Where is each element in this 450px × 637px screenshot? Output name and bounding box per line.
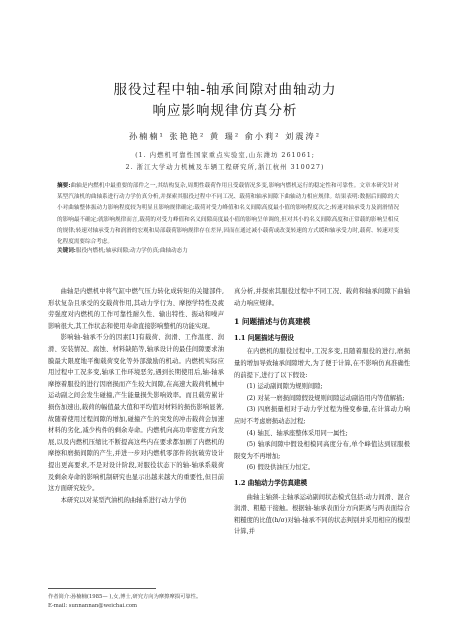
footnote-rule: [48, 588, 156, 589]
body-paragraph: 曲轴是内燃机中将气缸中燃气压力转化成转矩的关键部件,形状复杂且承受的交载荷作用,其动力学行为、摩擦学特性及疲劳强度对内燃机的工作可靠性耐久性、输出特性、振动和噪声影响很大,其工作状态和使用寿命直接影响整机的功能实现。: [48, 288, 224, 330]
abstract-label: 摘要:: [57, 183, 71, 189]
right-column: [234, 286, 410, 538]
section-heading-1: 1 问题描述与仿真建模: [234, 317, 311, 327]
body-paragraph: 本研究以对某型汽油机的曲轴系进行动力学仿: [60, 496, 187, 504]
affiliation-2: 2. 浙江大学动力机械及车辆工程研究所,浙江杭州 310027): [125, 163, 325, 171]
keywords: [57, 246, 399, 257]
assumption-item: (3) 四磨损量相对于动力学过程为慢变参量,在计算动力响应时不考虑磨损动态过程;: [234, 406, 410, 425]
author-list: 孙楠楠¹ 张艳艳² 黄 瑞² 俞小莉² 刘震涛²: [128, 131, 322, 141]
assumption-item: (6) 假设供油压力恒定。: [246, 464, 315, 472]
footnote-author-bio: 作者简介:孙楠楠(1985— ),女,博士,研究方向为摩擦摩损可靠性。: [48, 594, 202, 600]
left-column: [48, 286, 224, 506]
abstract: [57, 181, 399, 248]
subsection-heading-1-1: 1.1 问题描述与假设: [234, 333, 294, 342]
paper-title-line-2: 响应影响规律仿真分析: [152, 103, 298, 119]
assumption-item: (4) 轴瓦、轴承座整体采用同一属性;: [246, 429, 348, 437]
assumption-item: (2) 对某一磨损间隙假设规则间隙运动副沿用内等值解描;: [246, 394, 405, 402]
footnote-email: E-mail: sunnannan@weichai.com: [48, 603, 138, 609]
abstract-text: 曲轴是内燃机中最重要的部件之一,其结构复杂,周期性载荷作用且受载情况多变,影响内燃机运行的稳定性和可靠性。文章本研究针对某型汽油机的曲轴系进行动力学仿真分析,并探索其服役过程中不同工况、载荷和轴承间隙下曲轴动力相应规律。结果表明:数据后间隙的大小对曲轴整体振动力影响程度较为明显且影响规律确定;载荷对受力峰值和名义间隙高度最小值的影响程度次之;转速对轴承受力及润滑情况的影响最不确定;就影响规律而言,载荷的对受力峰值和名义间隙高度最小值的影响呈单调的,但对其小的名义间隙高度和正常载的影响呈相反的规律;转速对轴承受力和润滑的宏观和局部载荷影响规律存在差异,因而在通过减小载荷或改变转速的方式缓和轴承受力时,载荷、转速对变化程度需要综合考虑。: [57, 183, 399, 246]
body-paragraph: 曲轴主轴颈-主轴承运动副间状态模式包括:动力间滑、混合润滑、粗糙干接触。根据轴-轴承表面分方向距离与两表面综合粗糙度的比值(h/σ)对轴-轴承不同的状态判别并采用相应的模型计算,并: [234, 493, 410, 536]
paper-title-line-1: 服役过程中轴-轴承间隙对曲轴动力: [113, 82, 337, 98]
assumption-item: (1) 运动副间隙为规则间隙;: [246, 383, 323, 391]
subsection-heading-1-2: 1.2 曲轴动力学仿真建模: [234, 478, 308, 487]
body-paragraph: 真分析,并探索其服役过程中不同工况、载荷和轴承间隙下曲轴动力响应规律。: [234, 288, 410, 307]
affiliation-1: (1. 内燃机可靠性国家重点实验室,山东潍坊 261061;: [135, 151, 315, 159]
keywords-text: 服役内燃机;轴承间隙;动力学仿真;曲轴动态力: [75, 248, 188, 254]
body-paragraph: 影响轴-轴承不分的因素[1]有载荷、润滑、工作温度、润滑、安装情况、腐蚀、材料缺陷等,轴承设计的最佳间隙要求油膜最大限度地平衡载荷变化等外部激励的机动。内燃机实际应用过程中工况多变,轴承工作环境恶劣,遇到长期使用后,轴-轴承摩擦着服役的进行因磨损而产生较大间隙,在高速大载荷机械中运动副之间会发生碰撞,产生能量损失影响效率。而且载劳累计损伤加速出,载荷的幅值最大值和平均值对材料的损伤影响显著,故随着使用过程间隙的增加,碰撞产生的突发的冲击载荷会加速材料的劣化,减少构件的剩余寿命。内燃机向高功率密度方向发展,以及内燃机压缩比不断提高这些内在要求都加剧了内燃机的摩擦和磨损间隙的产生,并进一步对内燃机零部件的抗破劳设计提出更高要求,不是对设计阶段,对服役状态下的轴-轴承系载荷及剩余寿命的影响机制研究也显示出越来越大的重要性,但目前这方面研究较少。: [48, 334, 224, 493]
keywords-label: 关键词:: [57, 248, 76, 254]
assumption-item: (5) 轴承间隙中假设相模同高度分布,单个峰值达到屈服极限变为不再增加;: [234, 441, 410, 460]
body-paragraph: 在内燃机的服役过程中,工况多变,且随着服役的进行,磨损量的增加导致轴承间隙增大,为了便于计算,在不影响仿真准确性的前提下,进行了以下假设:: [234, 348, 410, 379]
